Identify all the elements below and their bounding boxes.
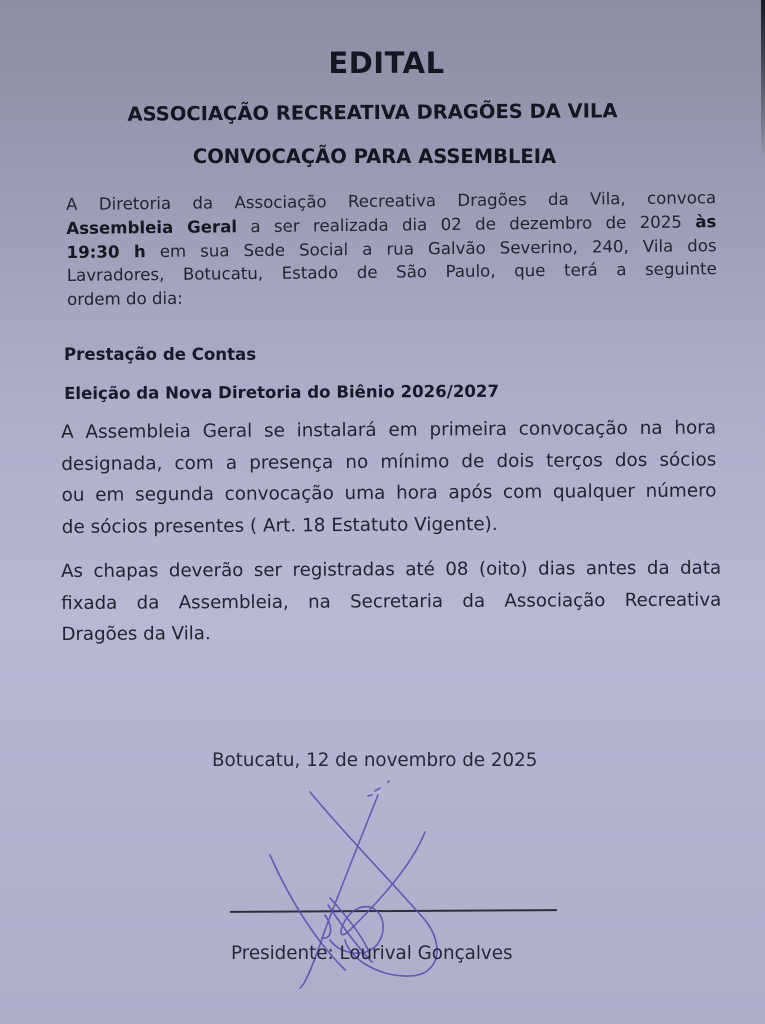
place-and-date: Botucatu, 12 de novembro de 2025 — [212, 750, 538, 771]
time-prefix: às — [695, 211, 717, 232]
paragraph-line: Dragões da Vila. — [61, 623, 211, 645]
paragraph-line: A Diretoria da Associação Recreativa Dragões da Vila, convoca — [66, 188, 717, 214]
paragraph-line: Lavradores, Botucatu, Estado de São Paulo, que terá a seguinte — [66, 259, 717, 286]
paragraph-line: designada, com a presença no mínimo de dois terços dos sócios — [61, 448, 717, 475]
convocation-paragraph — [66, 186, 717, 312]
page-edge-shadow — [761, 0, 765, 160]
paragraph-line: ordem do dia: — [67, 288, 183, 310]
document-title: EDITAL — [328, 46, 445, 80]
meeting-time: 19:30 h — [66, 241, 146, 262]
document-subtitle: CONVOCAÇÃO PARA ASSEMBLEIA — [192, 145, 557, 168]
assembly-label: Assembleia Geral — [66, 217, 238, 238]
paragraph-line: A Assembleia Geral se instalará em primeira convocação na hora — [61, 417, 717, 443]
paragraph-line: de sócios presentes ( Art. 18 Estatuto Vigente). — [61, 513, 498, 538]
quorum-paragraph — [61, 412, 717, 543]
signature-stroke — [330, 832, 425, 953]
paragraph-line: As chapas deverão ser registradas até 08 (oito) dias antes da data — [61, 557, 722, 582]
agenda-item: Prestação de Contas — [64, 345, 257, 364]
association-name: ASSOCIAÇÃO RECREATIVA DRAGÕES DA VILA — [127, 99, 618, 126]
signature-stroke — [368, 781, 389, 796]
agenda-item: Eleição da Nova Diretoria do Biênio 2026/2027 — [64, 381, 500, 403]
paragraph-text: em sua Sede Social a rua Galvão Severino, 240, Vila dos — [145, 235, 717, 261]
registration-paragraph — [61, 553, 721, 651]
paragraph-line: fixada da Assembleia, na Secretaria da Associação Recreativa — [61, 589, 722, 614]
paragraph-text: a ser realizada dia 02 de dezembro de 2025 — [236, 212, 696, 237]
paragraph-line: ou em segunda convocação uma hora após com qualquer número — [61, 480, 717, 506]
handwritten-signature — [230, 780, 510, 1010]
signatory-name: Presidente: Lourival Gonçalves — [231, 943, 513, 964]
